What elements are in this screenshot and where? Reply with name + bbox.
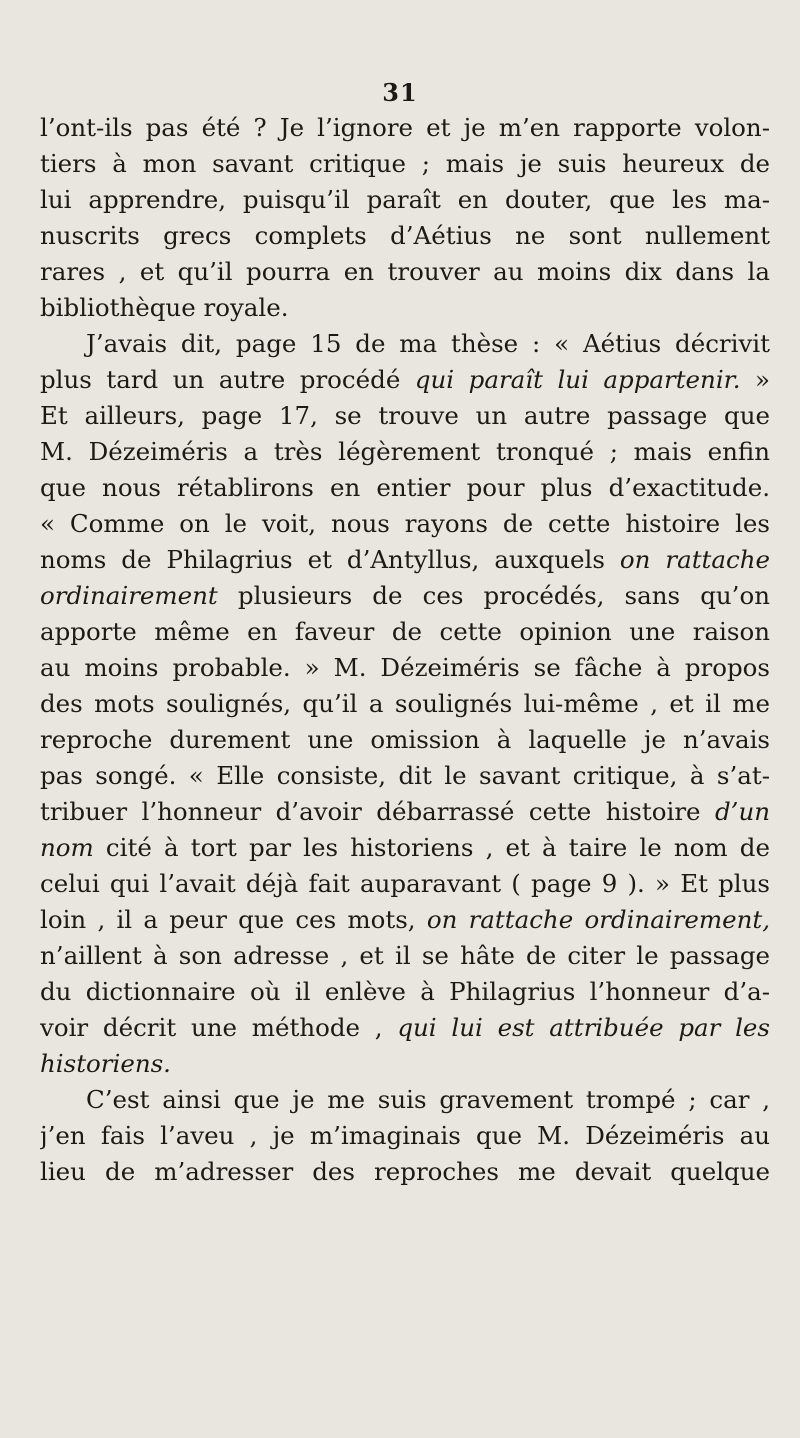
- text-segment: plusieurs de ces procédés, sans qu’on: [217, 581, 770, 610]
- text-line: [40, 722, 770, 758]
- text-segment: « Comme on le voit, nous rayons de cette histoire les: [40, 509, 770, 538]
- italic-text: historiens.: [40, 1049, 171, 1078]
- text-line: [40, 146, 770, 182]
- text-line: [40, 1010, 770, 1046]
- text-segment: »: [740, 365, 770, 394]
- text-segment: loin , il a peur que ces mots,: [40, 905, 427, 934]
- body-text: [40, 110, 770, 1190]
- text-segment: plus tard un autre procédé: [40, 365, 415, 394]
- text-segment: lui apprendre, puisqu’il paraît en douter, que les ma-: [40, 185, 770, 214]
- italic-text: qui paraît lui appartenir.: [414, 365, 741, 394]
- italic-text: qui lui est attribuée par les: [397, 1013, 770, 1042]
- text-segment: des mots soulignés, qu’il a soulignés lui-même , et il me: [40, 689, 770, 718]
- text-line: [40, 614, 770, 650]
- text-line: [40, 866, 770, 902]
- text-segment: nuscrits grecs complets d’Aétius ne sont nullement: [40, 221, 770, 250]
- text-segment: n’aillent à son adresse , et il se hâte de citer le passage: [40, 941, 770, 970]
- text-line: [40, 902, 770, 938]
- text-segment: au moins probable. » M. Dézeiméris se fâche à propos: [40, 653, 770, 682]
- text-segment: C’est ainsi que je me suis gravement trompé ; car ,: [86, 1085, 770, 1114]
- text-line: [40, 254, 770, 290]
- italic-text: nom: [40, 833, 94, 862]
- text-segment: bibliothèque royale.: [40, 293, 289, 322]
- text-line: [40, 362, 770, 398]
- text-line: [40, 650, 770, 686]
- text-line: [40, 182, 770, 218]
- text-line: [40, 794, 770, 830]
- text-segment: celui qui l’avait déjà fait auparavant ( page 9 ). » Et plus: [40, 869, 770, 898]
- text-segment: rares , et qu’il pourra en trouver au moins dix dans la: [40, 257, 770, 286]
- text-segment: apporte même en faveur de cette opinion une raison: [40, 617, 770, 646]
- text-segment: lieu de m’adresser des reproches me devait quelque: [40, 1157, 770, 1186]
- text-segment: que nous rétablirons en entier pour plus d’exactitude.: [40, 473, 770, 502]
- italic-text: on rattache: [619, 545, 770, 574]
- text-line: [40, 398, 770, 434]
- text-line: [40, 470, 770, 506]
- text-segment: pas songé. « Elle consiste, dit le savant critique, à s’at-: [40, 761, 770, 790]
- text-line: [40, 290, 770, 326]
- text-segment: reproche durement une omission à laquelle je n’avais: [40, 725, 770, 754]
- text-line: [40, 686, 770, 722]
- text-line: [40, 542, 770, 578]
- text-line: [40, 758, 770, 794]
- text-segment: M. Dézeiméris a très légèrement tronqué ; mais enfin: [40, 437, 770, 466]
- text-segment: J’avais dit, page 15 de ma thèse : « Aétius décrivit: [86, 329, 770, 358]
- text-line: [40, 578, 770, 614]
- text-line: [40, 326, 770, 362]
- text-line: [40, 938, 770, 974]
- text-segment: noms de Philagrius et d’Antyllus, auxquels: [40, 545, 620, 574]
- text-line: [40, 830, 770, 866]
- text-line: [40, 218, 770, 254]
- text-segment: cité à tort par les historiens , et à taire le nom de: [93, 833, 770, 862]
- text-segment: j’en fais l’aveu , je m’imaginais que M. Dézeiméris au: [40, 1121, 770, 1150]
- italic-text: on rattache ordinairement,: [426, 905, 770, 934]
- page-number: 31: [382, 78, 418, 107]
- italic-text: ordinairement: [40, 581, 218, 610]
- text-line: [40, 1046, 770, 1082]
- text-segment: Et ailleurs, page 17, se trouve un autre passage que: [40, 401, 770, 430]
- italic-text: d’un: [714, 797, 770, 826]
- text-segment: du dictionnaire où il enlève à Philagrius l’honneur d’a-: [40, 977, 770, 1006]
- text-line: [40, 1118, 770, 1154]
- text-line: [40, 1082, 770, 1118]
- text-line: [40, 434, 770, 470]
- text-segment: l’ont-ils pas été ? Je l’ignore et je m’en rapporte volon-: [40, 113, 770, 142]
- text-line: [40, 506, 770, 542]
- text-segment: tribuer l’honneur d’avoir débarrassé cette histoire: [40, 797, 715, 826]
- text-segment: voir décrit une méthode ,: [40, 1013, 398, 1042]
- text-line: [40, 974, 770, 1010]
- text-line: [40, 110, 770, 146]
- text-line: [40, 1154, 770, 1190]
- text-segment: tiers à mon savant critique ; mais je suis heureux de: [40, 149, 770, 178]
